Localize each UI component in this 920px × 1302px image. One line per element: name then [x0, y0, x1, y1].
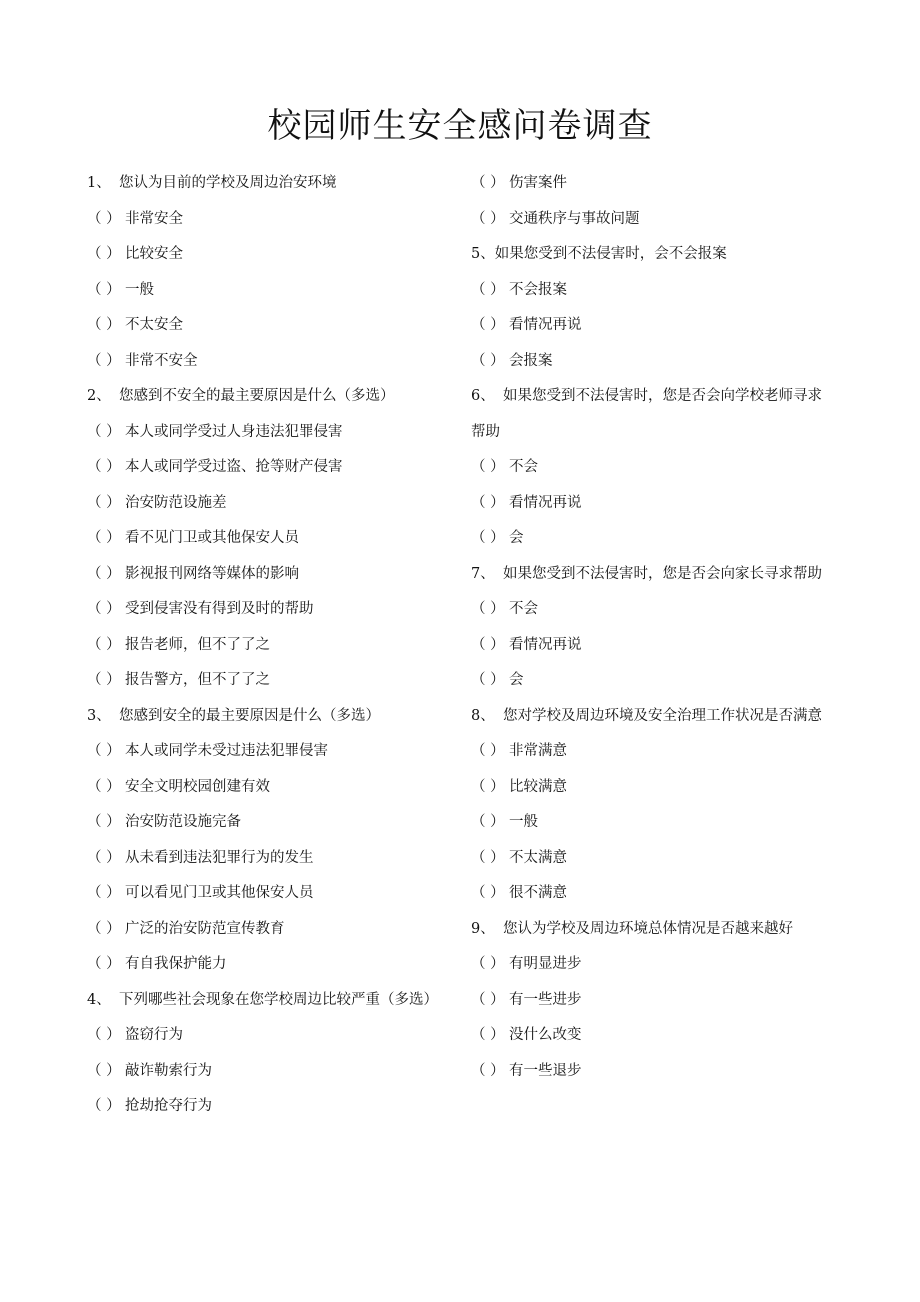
checkbox-parentheses[interactable]: （ ）: [471, 743, 505, 759]
question-label: 您对学校及周边环境及安全治理工作状况是否满意: [503, 707, 822, 724]
question-label: 如果您受到不法侵害时，您是否会向家长寻求帮助: [503, 565, 822, 582]
option-label: 看不见门卫或其他保安人员: [125, 530, 299, 546]
option-label: 报告老师，但不了了之: [125, 636, 270, 653]
answer-option[interactable]: [87, 244, 447, 264]
checkbox-parentheses[interactable]: （ ）: [87, 317, 121, 333]
answer-option[interactable]: [87, 457, 447, 477]
option-label: 很不满意: [509, 885, 567, 901]
checkbox-parentheses[interactable]: （ ）: [471, 210, 505, 227]
answer-option[interactable]: [87, 848, 447, 868]
checkbox-parentheses[interactable]: （ ）: [87, 672, 121, 688]
answer-option[interactable]: [471, 209, 831, 229]
answer-option[interactable]: [87, 599, 447, 619]
option-label: 抢劫抢夺行为: [125, 1098, 212, 1114]
option-label: 一般: [125, 281, 154, 298]
option-label: 非常满意: [509, 743, 567, 759]
option-label: 从未看到违法犯罪行为的发生: [125, 849, 314, 866]
option-label: 有自我保护能力: [125, 956, 227, 972]
answer-option[interactable]: [471, 351, 831, 371]
option-label: 会: [509, 672, 524, 688]
question-label: 5、如果您受到不法侵害时，会不会报案: [471, 246, 727, 262]
option-label: 看情况再说: [509, 636, 582, 653]
checkbox-parentheses[interactable]: （ ）: [471, 494, 505, 511]
answer-option[interactable]: [471, 741, 831, 761]
option-label: 比较满意: [509, 778, 567, 795]
checkbox-parentheses[interactable]: （ ）: [471, 778, 505, 795]
checkbox-parentheses[interactable]: （ ）: [87, 885, 121, 901]
answer-option[interactable]: [87, 422, 447, 442]
option-label: 不会: [509, 459, 538, 475]
question-text: [87, 990, 447, 1010]
question-text: [87, 386, 447, 406]
checkbox-parentheses[interactable]: （ ）: [471, 175, 505, 191]
checkbox-parentheses[interactable]: （ ）: [87, 778, 121, 795]
question-label: 下列哪些社会现象在您学校周边比较严重（多选）: [119, 991, 438, 1008]
answer-option[interactable]: [471, 1061, 831, 1081]
answer-option[interactable]: [471, 777, 831, 797]
question-text: [471, 386, 831, 406]
checkbox-parentheses[interactable]: （ ）: [87, 494, 121, 511]
answer-option[interactable]: [471, 635, 831, 655]
checkbox-parentheses[interactable]: （ ）: [471, 885, 505, 901]
answer-option[interactable]: [471, 280, 831, 300]
checkbox-parentheses[interactable]: （ ）: [87, 849, 121, 866]
option-label: 有一些进步: [509, 991, 582, 1008]
option-label: 受到侵害没有得到及时的帮助: [125, 601, 314, 617]
question-number: 8、: [471, 707, 495, 724]
answer-option[interactable]: [87, 1061, 447, 1081]
checkbox-parentheses[interactable]: （ ）: [471, 814, 505, 830]
checkbox-parentheses[interactable]: （ ）: [87, 530, 121, 546]
answer-option[interactable]: [87, 777, 447, 797]
answer-option[interactable]: [87, 954, 447, 974]
right-column: [471, 173, 831, 1096]
checkbox-parentheses[interactable]: （ ）: [87, 814, 121, 830]
checkbox-parentheses[interactable]: （ ）: [471, 352, 505, 369]
answer-option[interactable]: [87, 209, 447, 229]
option-label: 会: [509, 530, 524, 546]
option-label: 不会报案: [509, 281, 567, 298]
option-label: 伤害案件: [509, 175, 567, 191]
checkbox-parentheses[interactable]: （ ）: [87, 246, 121, 262]
checkbox-parentheses[interactable]: （ ）: [471, 1062, 505, 1079]
answer-option[interactable]: [87, 812, 447, 832]
option-label: 广泛的治安防范宣传教育: [125, 920, 285, 937]
option-label: 不太满意: [509, 849, 567, 866]
question-number: 1、: [87, 175, 111, 191]
checkbox-parentheses[interactable]: （ ）: [471, 281, 505, 298]
answer-option[interactable]: [471, 883, 831, 903]
question-number: 9、: [471, 920, 495, 937]
checkbox-parentheses[interactable]: （ ）: [87, 210, 121, 227]
checkbox-parentheses[interactable]: （ ）: [87, 1027, 121, 1043]
question-number: 6、: [471, 388, 495, 404]
checkbox-parentheses[interactable]: （ ）: [471, 1027, 505, 1043]
page-title: 校园师生安全感问卷调查: [267, 106, 653, 146]
question-number: 7、: [471, 565, 495, 582]
checkbox-parentheses[interactable]: （ ）: [471, 991, 505, 1008]
checkbox-parentheses[interactable]: （ ）: [471, 317, 505, 333]
question-continuation: 帮助: [471, 423, 500, 440]
answer-option[interactable]: [87, 493, 447, 513]
checkbox-parentheses[interactable]: （ ）: [87, 920, 121, 937]
option-label: 没什么改变: [509, 1027, 582, 1043]
question-number: 2、: [87, 388, 111, 404]
option-label: 看情况再说: [509, 317, 582, 333]
answer-option[interactable]: [87, 1025, 447, 1045]
checkbox-parentheses[interactable]: （ ）: [87, 743, 121, 759]
answer-option[interactable]: [471, 812, 831, 832]
checkbox-parentheses[interactable]: （ ）: [87, 636, 121, 653]
option-label: 有明显进步: [509, 956, 582, 972]
option-label: 本人或同学未受过违法犯罪侵害: [125, 743, 328, 759]
option-label: 不会: [509, 601, 538, 617]
option-label: 敲诈勒索行为: [125, 1062, 212, 1079]
question-label: 您感到不安全的最主要原因是什么（多选）: [119, 388, 395, 404]
checkbox-parentheses[interactable]: （ ）: [87, 956, 121, 972]
answer-option[interactable]: [87, 919, 447, 939]
answer-option[interactable]: [87, 280, 447, 300]
answer-option[interactable]: [471, 173, 831, 193]
answer-option[interactable]: [471, 599, 831, 619]
checkbox-parentheses[interactable]: （ ）: [87, 1098, 121, 1114]
checkbox-parentheses[interactable]: （ ）: [87, 459, 121, 475]
question-number: 3、: [87, 707, 111, 724]
question-label: 您认为目前的学校及周边治安环境: [119, 175, 337, 191]
checkbox-parentheses[interactable]: （ ）: [87, 1062, 121, 1079]
checkbox-parentheses[interactable]: （ ）: [87, 352, 121, 369]
question-label: 如果您受到不法侵害时，您是否会向学校老师寻求: [503, 388, 822, 404]
answer-option[interactable]: [471, 670, 831, 690]
answer-option[interactable]: [87, 635, 447, 655]
option-label: 治安防范设施差: [125, 494, 227, 511]
option-label: 交通秩序与事故问题: [509, 210, 640, 227]
option-label: 本人或同学受过盗、抢等财产侵害: [125, 459, 343, 475]
question-text: [471, 919, 831, 939]
option-label: 非常不安全: [125, 352, 198, 369]
option-label: 盗窃行为: [125, 1027, 183, 1043]
option-label: 可以看见门卫或其他保安人员: [125, 885, 314, 901]
answer-option[interactable]: [471, 848, 831, 868]
answer-option[interactable]: [471, 315, 831, 335]
answer-option[interactable]: [471, 990, 831, 1010]
checkbox-parentheses[interactable]: （ ）: [471, 672, 505, 688]
option-label: 看情况再说: [509, 494, 582, 511]
option-label: 报告警方，但不了了之: [125, 672, 270, 688]
answer-option[interactable]: [471, 457, 831, 477]
left-column: [87, 173, 447, 1132]
answer-option[interactable]: [471, 1025, 831, 1045]
checkbox-parentheses[interactable]: （ ）: [471, 530, 505, 546]
answer-option[interactable]: [87, 1096, 447, 1116]
question-text: [87, 173, 447, 193]
option-label: 本人或同学受过人身违法犯罪侵害: [125, 423, 343, 440]
option-label: 影视报刊网络等媒体的影响: [125, 565, 299, 582]
answer-option[interactable]: [87, 315, 447, 335]
checkbox-parentheses[interactable]: （ ）: [471, 459, 505, 475]
answer-option[interactable]: [87, 670, 447, 690]
answer-option[interactable]: [87, 741, 447, 761]
checkbox-parentheses[interactable]: （ ）: [471, 956, 505, 972]
option-label: 安全文明校园创建有效: [125, 778, 270, 795]
answer-option[interactable]: [87, 528, 447, 548]
question-label: 您认为学校及周边环境总体情况是否越来越好: [503, 920, 793, 937]
answer-option[interactable]: [87, 564, 447, 584]
question-text: [471, 564, 831, 584]
option-label: 比较安全: [125, 246, 183, 262]
checkbox-parentheses[interactable]: （ ）: [87, 281, 121, 298]
option-label: 有一些退步: [509, 1062, 582, 1079]
answer-option[interactable]: [471, 493, 831, 513]
option-label: 治安防范设施完备: [125, 814, 241, 830]
checkbox-parentheses[interactable]: （ ）: [471, 849, 505, 866]
checkbox-parentheses[interactable]: （ ）: [87, 423, 121, 440]
checkbox-parentheses[interactable]: （ ）: [87, 601, 121, 617]
question-number: 4、: [87, 991, 111, 1008]
question-text: [87, 706, 447, 726]
checkbox-parentheses[interactable]: （ ）: [87, 565, 121, 582]
checkbox-parentheses[interactable]: （ ）: [471, 601, 505, 617]
option-label: 会报案: [509, 352, 553, 369]
option-label: 非常安全: [125, 210, 183, 227]
question-label: 您感到安全的最主要原因是什么（多选）: [119, 707, 380, 724]
answer-option[interactable]: [87, 351, 447, 371]
answer-option[interactable]: [471, 954, 831, 974]
question-text: [471, 244, 831, 264]
checkbox-parentheses[interactable]: （ ）: [471, 636, 505, 653]
option-label: 一般: [509, 814, 538, 830]
answer-option[interactable]: [87, 883, 447, 903]
option-label: 不太安全: [125, 317, 183, 333]
question-text: [471, 706, 831, 726]
answer-option[interactable]: [471, 528, 831, 548]
